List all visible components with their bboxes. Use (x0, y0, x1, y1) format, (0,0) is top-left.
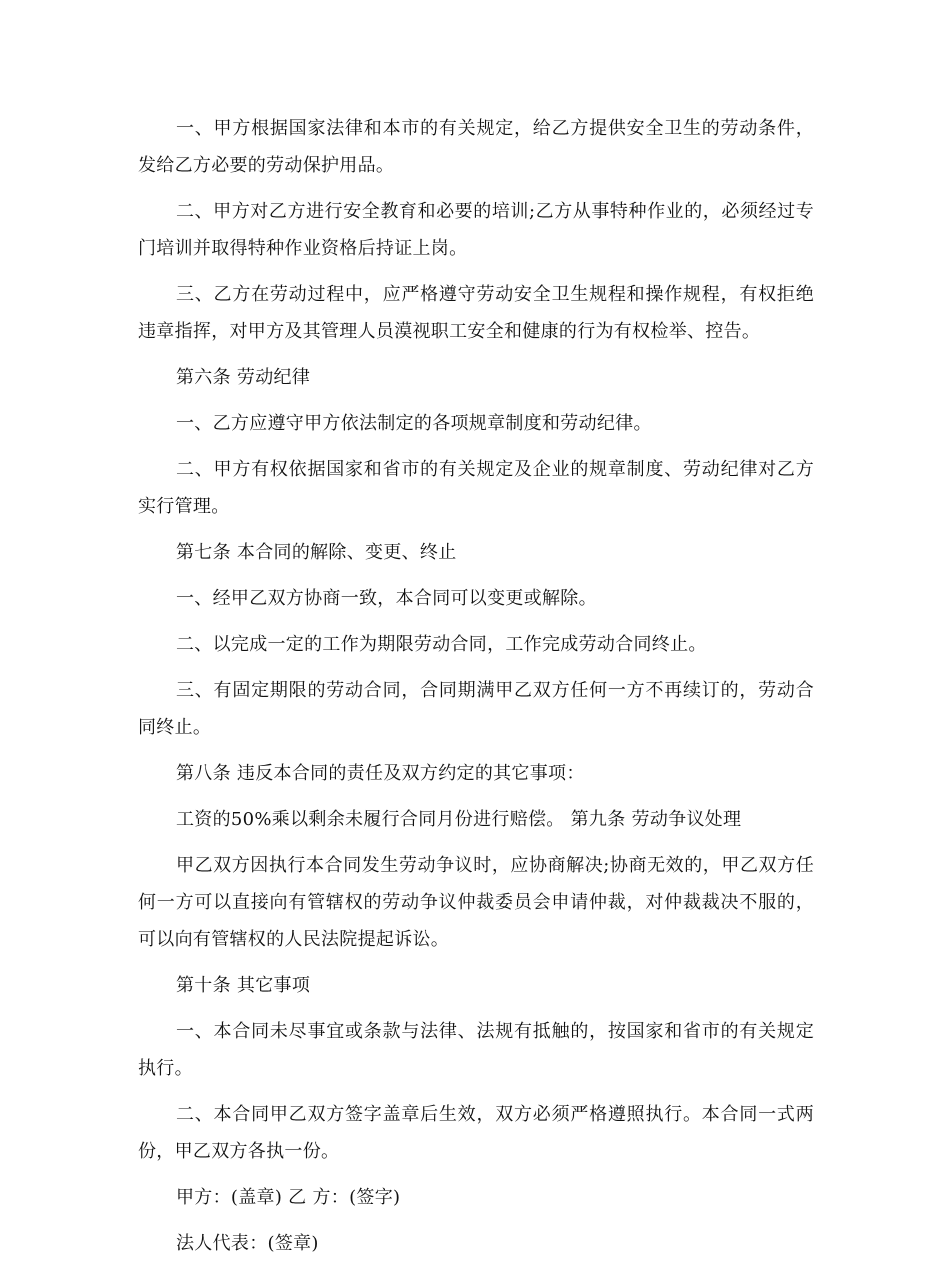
signature-line-legal-rep: 法人代表：(签章) (176, 1233, 319, 1254)
clause-termination-agreement: 一、经甲乙双方协商一致，本合同可以变更或解除。 (176, 588, 597, 609)
clause-effectiveness: 二、本合同甲乙双方签字盖章后生效，双方必须严格遵照执行。本合同一式两份，甲乙双方各执一份。 (138, 1104, 814, 1162)
document-body (138, 110, 814, 1271)
clause-other-matters: 一、本合同未尽事宜或条款与法律、法规有抵触的，按国家和省市的有关规定执行。 (138, 1021, 814, 1079)
clause-discipline-comply: 一、乙方应遵守甲方依法制定的各项规章制度和劳动纪律。 (176, 413, 652, 434)
clause-termination-fixed-term: 三、有固定期限的劳动合同，合同期满甲乙双方任何一方不再续订的，劳动合同终止。 (138, 680, 814, 738)
clause-discipline-manage: 二、甲方有权依据国家和省市的有关规定及企业的规章制度、劳动纪律对乙方实行管理。 (138, 459, 814, 517)
clause-safety-conditions: 一、甲方根据国家法律和本市的有关规定，给乙方提供安全卫生的劳动条件，发给乙方必要的劳动保护用品。 (138, 118, 814, 176)
signature-line-parties: 甲方：(盖章) 乙 方：(签字) (176, 1187, 401, 1208)
article-8-heading: 第八条 违反本合同的责任及双方约定的其它事项： (176, 763, 585, 784)
clause-safety-training: 二、甲方对乙方进行安全教育和必要的培训;乙方从事特种作业的，必须经过专门培训并取得特种作业资格后持证上岗。 (138, 201, 814, 259)
clause-safety-rules: 三、乙方在劳动过程中，应严格遵守劳动安全卫生规程和操作规程，有权拒绝违章指挥，对甲方及其管理人员漠视职工安全和健康的行为有权检举、控告。 (138, 284, 814, 342)
article-7-heading: 第七条 本合同的解除、变更、终止 (176, 542, 457, 563)
article-10-heading: 第十条 其它事项 (176, 975, 311, 996)
clause-termination-task: 二、以完成一定的工作为期限劳动合同，工作完成劳动合同终止。 (176, 634, 707, 655)
article-6-heading: 第六条 劳动纪律 (176, 367, 311, 388)
clause-dispute-resolution: 甲乙双方因执行本合同发生劳动争议时，应协商解决;协商无效的，甲乙双方任何一方可以直接向有管辖权的劳动争议仲裁委员会申请仲裁，对仲裁裁决不服的，可以向有管辖权的人民法院提起诉讼。 (138, 855, 814, 950)
clause-compensation-article-9: 工资的50%乘以剩余未履行合同月份进行赔偿。 第九条 劳动争议处理 (176, 809, 742, 830)
